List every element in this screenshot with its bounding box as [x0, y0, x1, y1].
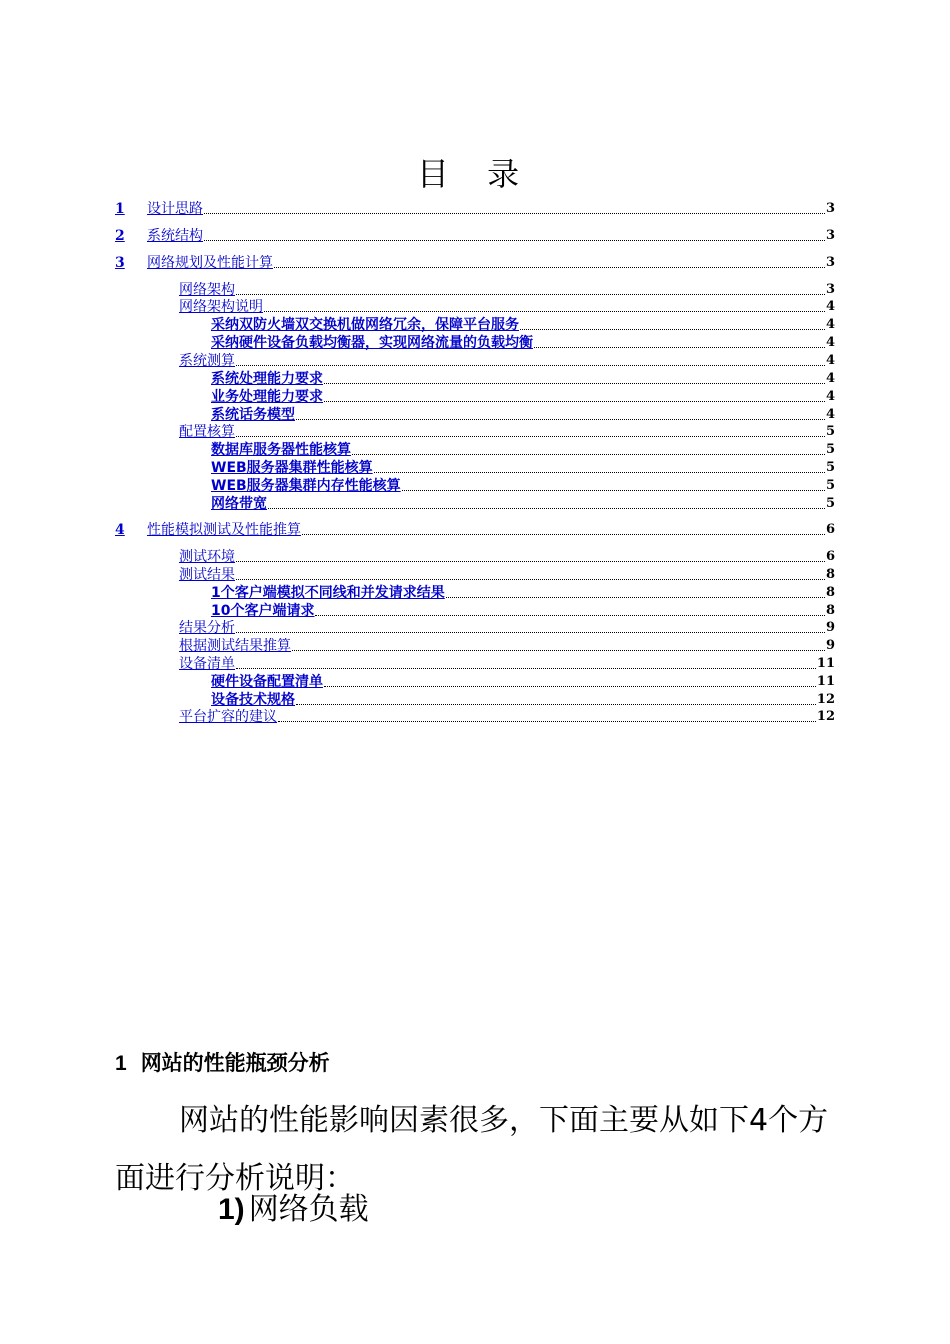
- toc-leader-dots: [296, 419, 825, 420]
- toc-entry-label[interactable]: 数据库服务器性能核算: [211, 442, 351, 458]
- toc-leader-dots: [236, 632, 825, 633]
- toc-entry-label[interactable]: 业务处理能力要求: [211, 389, 323, 405]
- toc-entry[interactable]: [115, 708, 835, 726]
- toc-entry-page: 4: [825, 299, 835, 314]
- toc-entry[interactable]: [115, 477, 835, 495]
- list-item-label: 网络负载: [248, 1192, 369, 1227]
- toc-entry-label[interactable]: WEB服务器集群性能核算: [211, 460, 373, 476]
- toc-leader-dots: [374, 472, 825, 473]
- toc-entry-page: 12: [816, 709, 835, 724]
- toc-entry-label[interactable]: 网络架构: [179, 282, 235, 298]
- toc-leader-dots: [296, 704, 816, 705]
- toc-leader-dots: [534, 347, 825, 348]
- toc-leader-dots: [520, 329, 825, 330]
- toc-leader-dots: [324, 383, 825, 384]
- toc-entry[interactable]: [115, 637, 835, 655]
- toc-entry[interactable]: [115, 200, 835, 218]
- toc-entry-label[interactable]: 设备技术规格: [211, 692, 295, 708]
- toc-entry[interactable]: [115, 602, 835, 620]
- toc-entry-label[interactable]: 测试结果: [179, 567, 235, 583]
- toc-leader-dots: [324, 686, 816, 687]
- toc-leader-dots: [402, 490, 825, 491]
- toc-leader-dots: [204, 213, 825, 214]
- toc-entry[interactable]: [115, 459, 835, 477]
- toc-entry[interactable]: [115, 441, 835, 459]
- toc-entry[interactable]: [115, 655, 835, 673]
- toc-entry-label[interactable]: 根据测试结果推算: [179, 638, 291, 654]
- toc-entry-page: 11: [816, 674, 835, 689]
- toc-entry[interactable]: [115, 227, 835, 245]
- toc-leader-dots: [324, 401, 825, 402]
- toc-entry-number[interactable]: 3: [115, 255, 125, 271]
- toc-leader-dots: [204, 240, 825, 241]
- toc-entry-number[interactable]: 2: [115, 228, 125, 244]
- toc-leader-dots: [446, 597, 825, 598]
- toc-leader-dots: [274, 267, 825, 268]
- section-number: 1: [115, 1052, 127, 1075]
- toc-leader-dots: [236, 294, 825, 295]
- toc-entry-number[interactable]: 4: [115, 522, 125, 538]
- toc-leader-dots: [264, 311, 825, 312]
- toc-entry-page: 5: [825, 496, 835, 511]
- toc-entry[interactable]: [115, 619, 835, 637]
- toc-entry-page: 12: [816, 692, 835, 707]
- toc-leader-dots: [268, 508, 825, 509]
- toc-entry[interactable]: [115, 406, 835, 424]
- toc-entry-label[interactable]: 配置核算: [179, 424, 235, 440]
- toc-leader-dots: [315, 615, 824, 616]
- toc-entry-label[interactable]: 平台扩容的建议: [179, 709, 277, 725]
- toc-entry-page: 3: [825, 228, 835, 243]
- body-paragraph: 网站的性能影响因素很多，下面主要从如下4个方面进行分析说明：: [115, 1103, 829, 1196]
- toc-entry-label[interactable]: 采纳双防火墙双交换机做网络冗余，保障平台服务: [211, 317, 519, 333]
- toc-entry-label[interactable]: 设计思路: [147, 201, 203, 217]
- toc-entry-label[interactable]: 网络架构说明: [179, 299, 263, 315]
- toc-leader-dots: [302, 534, 825, 535]
- toc-entry-label[interactable]: 测试环境: [179, 549, 235, 565]
- toc-entry[interactable]: [115, 334, 835, 352]
- toc-entry[interactable]: [115, 254, 835, 272]
- toc-entry-page: 6: [825, 549, 835, 564]
- toc-entry-page: 4: [825, 389, 835, 404]
- toc-entry-label[interactable]: 系统测算: [179, 353, 235, 369]
- toc-entry-page: 9: [825, 638, 835, 653]
- toc-leader-dots: [352, 454, 825, 455]
- toc-entry-label[interactable]: 1个客户端模拟不同线和并发请求结果: [211, 585, 445, 601]
- toc-entry-label[interactable]: 硬件设备配置清单: [211, 674, 323, 690]
- toc-entry[interactable]: [115, 548, 835, 566]
- toc-entry-page: 8: [825, 567, 835, 582]
- toc-entry-page: 5: [825, 442, 835, 457]
- toc-entry-page: 8: [825, 603, 835, 618]
- toc-entry[interactable]: [115, 298, 835, 316]
- toc-entry-page: 4: [825, 317, 835, 332]
- list-item-marker: 1): [218, 1193, 245, 1226]
- section-heading: [115, 1048, 330, 1080]
- toc-leader-dots: [236, 668, 816, 669]
- toc-leader-dots: [236, 436, 825, 437]
- toc-entry-page: 9: [825, 620, 835, 635]
- toc-entry[interactable]: [115, 423, 835, 441]
- toc-entry[interactable]: [115, 584, 835, 602]
- toc-entry-label[interactable]: 采纳硬件设备负载均衡器，实现网络流量的负载均衡: [211, 335, 533, 351]
- toc-entry[interactable]: [115, 388, 835, 406]
- toc-entry[interactable]: [115, 281, 835, 299]
- toc-entry[interactable]: [115, 691, 835, 709]
- toc-leader-dots: [278, 721, 816, 722]
- toc-entry[interactable]: [115, 566, 835, 584]
- toc-leader-dots: [236, 365, 825, 366]
- toc-entry-label[interactable]: 性能模拟测试及性能推算: [147, 522, 301, 538]
- toc-entry-page: 5: [825, 478, 835, 493]
- toc-entry-label[interactable]: 10个客户端请求: [211, 603, 315, 619]
- section-title: 网站的性能瓶颈分析: [140, 1052, 330, 1075]
- toc-entry-number[interactable]: 1: [115, 201, 125, 217]
- toc-entry[interactable]: [115, 316, 835, 334]
- toc-entry-page: 5: [825, 424, 835, 439]
- toc-entry-page: 4: [825, 335, 835, 350]
- toc-entry-label[interactable]: 系统处理能力要求: [211, 371, 323, 387]
- toc-leader-dots: [236, 579, 825, 580]
- toc-entry-page: 6: [825, 522, 835, 537]
- toc-title: 目 录: [416, 155, 534, 193]
- toc-entry-page: 4: [825, 353, 835, 368]
- toc-entry-label[interactable]: 系统结构: [147, 228, 203, 244]
- toc-entry-label[interactable]: 设备清单: [179, 656, 235, 672]
- toc-entry-page: 5: [825, 460, 835, 475]
- toc-entry-page: 11: [816, 656, 835, 671]
- toc-entry-label[interactable]: WEB服务器集群内存性能核算: [211, 478, 401, 494]
- toc-entry-page: 3: [825, 255, 835, 270]
- toc-leader-dots: [236, 561, 825, 562]
- toc-entry-page: 3: [825, 282, 835, 297]
- toc-entry-page: 4: [825, 407, 835, 422]
- toc-entry-label[interactable]: 网络规划及性能计算: [147, 255, 273, 271]
- list-item: [218, 1190, 369, 1230]
- toc-entry[interactable]: [115, 370, 835, 388]
- toc-entry-label[interactable]: 结果分析: [179, 620, 235, 636]
- toc-entry[interactable]: [115, 352, 835, 370]
- toc-entry[interactable]: [115, 495, 835, 513]
- toc-entry[interactable]: [115, 521, 835, 539]
- toc-entry-page: 4: [825, 371, 835, 386]
- toc-entry[interactable]: [115, 673, 835, 691]
- toc-entry-label[interactable]: 网络带宽: [211, 496, 267, 512]
- toc-leader-dots: [292, 650, 825, 651]
- toc-entry-page: 8: [825, 585, 835, 600]
- toc-entry-page: 3: [825, 201, 835, 216]
- toc-entry-label[interactable]: 系统话务模型: [211, 407, 295, 423]
